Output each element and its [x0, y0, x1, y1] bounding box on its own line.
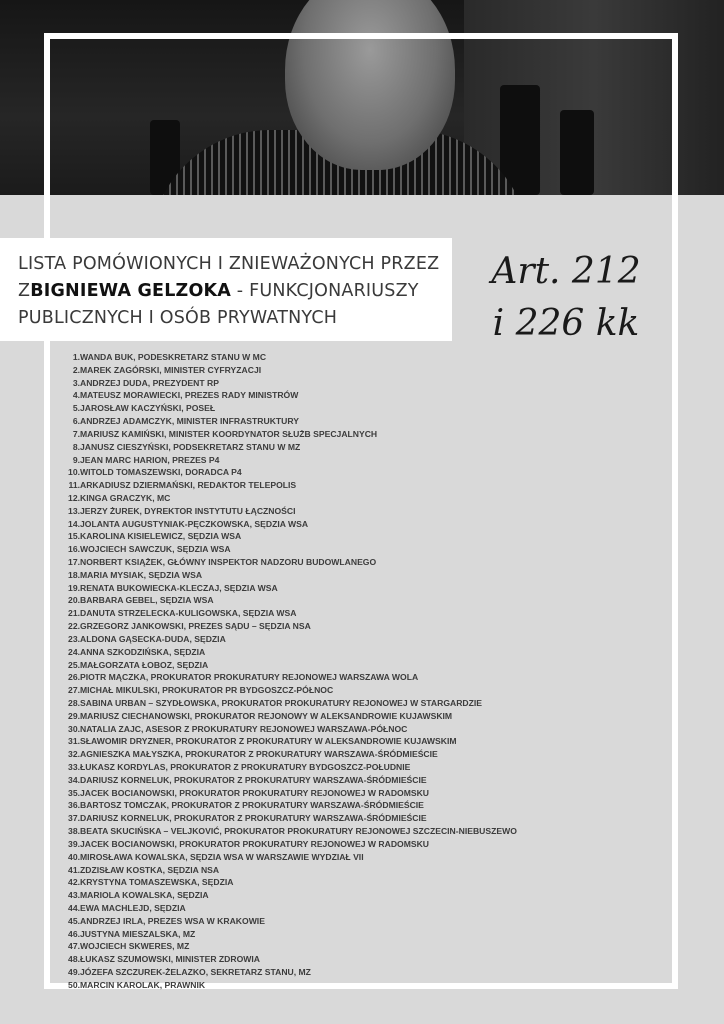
list-item-number: 43. — [68, 890, 80, 901]
names-list — [64, 351, 674, 992]
list-item — [64, 915, 674, 928]
list-item-text: MAREK ZAGÓRSKI, MINISTER CYFRYZACJI — [80, 364, 262, 375]
list-item — [64, 415, 674, 428]
list-item-number: 20. — [68, 595, 80, 606]
list-item — [64, 940, 674, 953]
list-item-text: ŁUKASZ KORDYLAS, PROKURATOR Z PROKURATURY BYDGOSZCZ-POŁUDNIE — [80, 762, 411, 772]
list-item-text: JÓZEFA SZCZUREK-ŻELAZKO, SEKRETARZ STANU, MZ — [80, 967, 311, 977]
list-item-number: 18. — [68, 569, 80, 580]
list-item-number: 9. — [72, 454, 80, 465]
list-item-number: 4. — [72, 390, 80, 401]
list-item-number: 49. — [68, 967, 80, 977]
list-item-text: ARKADIUSZ DZIERMAŃSKI, REDAKTOR TELEPOLIS — [80, 480, 297, 491]
list-item-number: 15. — [68, 531, 80, 542]
list-item-number: 33. — [68, 762, 80, 772]
list-item — [64, 825, 674, 838]
list-item — [64, 594, 674, 607]
list-item-text: DARIUSZ KORNELUK, PROKURATOR Z PROKURATURY WARSZAWA-ŚRÓDMIEŚCIE — [80, 813, 427, 824]
title-line-2-suffix: - FUNKCJONARIUSZY — [231, 281, 419, 301]
list-item — [64, 966, 674, 979]
list-item-text: KRYSTYNA TOMASZEWSKA, SĘDZIA — [80, 877, 234, 888]
list-item — [64, 928, 674, 941]
list-item-text: JERZY ŻUREK, DYREKTOR INSTYTUTU ŁĄCZNOŚCI — [80, 505, 296, 516]
list-item-number: 13. — [68, 505, 80, 516]
list-item — [64, 735, 674, 748]
list-item-number: 29. — [68, 710, 80, 721]
list-item — [64, 889, 674, 902]
list-item-text: WOJCIECH SKWERES, MZ — [80, 941, 190, 952]
title-box — [0, 238, 452, 341]
list-item-number: 8. — [72, 441, 80, 452]
list-item-number: 16. — [68, 544, 80, 555]
list-item-text: NATALIA ZAJC, ASESOR Z PROKURATURY REJONOWEJ WARSZAWA-PÓŁNOC — [80, 723, 408, 734]
title-line-2-prefix: Z — [18, 281, 31, 301]
list-item — [64, 838, 674, 851]
list-item-text: MARCIN KAROLAK, PRAWNIK — [80, 979, 206, 990]
list-item — [64, 479, 674, 492]
list-item-text: ANNA SZKODZIŃSKA, SĘDZIA — [80, 646, 206, 657]
list-item-number: 28. — [68, 697, 80, 708]
list-item-number: 45. — [68, 915, 80, 926]
list-item-text: ANDRZEJ IRLA, PREZES WSA W KRAKOWIE — [80, 915, 265, 926]
list-item — [64, 582, 674, 595]
list-item-number: 32. — [68, 749, 80, 760]
list-item-number: 48. — [68, 954, 80, 965]
list-item-number: 50. — [68, 979, 80, 990]
list-item — [64, 518, 674, 531]
list-item-text: ANDRZEJ DUDA, PREZYDENT RP — [80, 377, 219, 388]
list-item — [64, 466, 674, 479]
list-item — [64, 607, 674, 620]
list-item-number: 27. — [68, 685, 80, 696]
list-item-number: 38. — [68, 826, 80, 837]
list-item-number: 46. — [68, 928, 80, 939]
list-item — [64, 812, 674, 825]
title-line-1: LISTA POMÓWIONYCH I ZNIEWAŻONYCH PRZEZ — [18, 254, 440, 274]
list-item — [64, 543, 674, 556]
list-item-text: ZDZISŁAW KOSTKA, SĘDZIA NSA — [80, 864, 220, 875]
list-item — [64, 671, 674, 684]
list-item-text: BEATA SKUCIŃSKA – VELJKOVIĆ, PROKURATOR PROKURATURY REJONOWEJ SZCZECIN-NIEBUSZEWO — [80, 826, 517, 837]
list-item-number: 2. — [72, 364, 80, 375]
list-item — [64, 556, 674, 569]
list-item — [64, 633, 674, 646]
list-item-number: 24. — [68, 646, 80, 657]
list-item-number: 6. — [72, 416, 80, 427]
list-item — [64, 454, 674, 467]
list-item-number: 3. — [72, 377, 80, 388]
list-item-text: ANDRZEJ ADAMCZYK, MINISTER INFRASTRUKTURY — [80, 416, 299, 427]
list-item-number: 5. — [72, 403, 80, 414]
list-item-text: MIROSŁAWA KOWALSKA, SĘDZIA WSA W WARSZAWIE WYDZIAŁ VII — [80, 851, 364, 862]
list-item-text: JANUSZ CIESZYŃSKI, PODSEKRETARZ STANU W MZ — [80, 441, 301, 452]
list-item — [64, 377, 674, 390]
list-item-text: DANUTA STRZELECKA-KULIGOWSKA, SĘDZIA WSA — [80, 608, 297, 619]
list-item-number: 36. — [68, 800, 80, 811]
list-item-text: MATEUSZ MORAWIECKI, PREZES RADY MINISTRÓW — [80, 390, 299, 401]
list-item-text: BARTOSZ TOMCZAK, PROKURATOR Z PROKURATURY WARSZAWA-ŚRÓDMIEŚCIE — [80, 800, 424, 811]
list-item-text: SABINA URBAN – SZYDŁOWSKA, PROKURATOR PROKURATURY REJONOWEJ W STARGARDZIE — [80, 697, 483, 708]
list-item-number: 21. — [68, 608, 80, 619]
list-item-text: ŁUKASZ SZUMOWSKI, MINISTER ZDROWIA — [80, 954, 260, 965]
list-item — [64, 851, 674, 864]
list-item-text: WITOLD TOMASZEWSKI, DORADCA P4 — [80, 467, 242, 478]
list-item — [64, 530, 674, 543]
list-item — [64, 902, 674, 915]
list-item-number: 30. — [68, 723, 80, 734]
list-item-number: 12. — [68, 492, 80, 503]
list-item — [64, 389, 674, 402]
list-item-text: KAROLINA KISIELEWICZ, SĘDZIA WSA — [80, 531, 242, 542]
list-item-text: DARIUSZ KORNELUK, PROKURATOR Z PROKURATURY WARSZAWA-ŚRÓDMIEŚCIE — [80, 774, 427, 785]
list-item — [64, 723, 674, 736]
list-item-text: JOLANTA AUGUSTYNIAK-PĘCZKOWSKA, SĘDZIA WSA — [80, 518, 309, 529]
list-item-text: RENATA BUKOWIECKA-KLECZAJ, SĘDZIA WSA — [80, 582, 278, 593]
list-item-text: SŁAWOMIR DRYZNER, PROKURATOR Z PROKURATURY W ALEKSANDROWIE KUJAWSKIM — [80, 736, 457, 747]
list-item-text: MARIOLA KOWALSKA, SĘDZIA — [80, 890, 209, 901]
list-item-number: 17. — [68, 557, 80, 567]
list-item-number: 34. — [68, 774, 80, 785]
list-item-number: 39. — [68, 838, 80, 849]
list-item-text: NORBERT KSIĄŻEK, GŁÓWNY INSPEKTOR NADZORU BUDOWLANEGO — [80, 557, 377, 567]
list-item-number: 22. — [68, 621, 80, 632]
article-line-2: i 226 kk — [492, 303, 640, 344]
list-item — [64, 505, 674, 518]
list-item — [64, 351, 674, 364]
list-item — [64, 761, 674, 774]
list-item-number: 42. — [68, 877, 80, 888]
list-item — [64, 402, 674, 415]
list-item-text: JACEK BOCIANOWSKI, PROKURATOR PROKURATURY REJONOWEJ W RADOMSKU — [80, 838, 430, 849]
list-item-number: 23. — [68, 633, 80, 644]
list-item-number: 1. — [72, 352, 80, 362]
list-item — [64, 876, 674, 889]
list-item-number: 40. — [68, 851, 80, 862]
list-item-number: 10. — [68, 467, 80, 478]
list-item-number: 14. — [68, 518, 80, 529]
list-item-text: JAROSŁAW KACZYŃSKI, POSEŁ — [80, 403, 216, 414]
list-item-text: MARIUSZ CIECHANOWSKI, PROKURATOR REJONOWY W ALEKSANDROWIE KUJAWSKIM — [80, 710, 453, 721]
list-item-number: 44. — [68, 902, 80, 913]
list-item-number: 11. — [68, 480, 80, 491]
list-item — [64, 979, 674, 992]
list-item — [64, 684, 674, 697]
list-item-number: 31. — [68, 736, 80, 747]
list-item-number: 41. — [68, 864, 80, 875]
list-item — [64, 710, 674, 723]
list-item-text: MARIA MYSIAK, SĘDZIA WSA — [80, 569, 203, 580]
list-item — [64, 953, 674, 966]
list-item — [64, 646, 674, 659]
list-item — [64, 659, 674, 672]
list-item — [64, 748, 674, 761]
list-item — [64, 428, 674, 441]
list-item-text: JUSTYNA MIESZALSKA, MZ — [80, 928, 196, 939]
list-item-text: JACEK BOCIANOWSKI, PROKURATOR PROKURATURY REJONOWEJ W RADOMSKU — [80, 787, 430, 798]
list-item — [64, 492, 674, 505]
list-item-number: 26. — [68, 672, 80, 683]
list-item-text: WANDA BUK, PODESKRETARZ STANU W MC — [80, 352, 267, 362]
list-item — [64, 799, 674, 812]
list-item-text: MICHAŁ MIKULSKI, PROKURATOR PR BYDGOSZCZ-PÓŁNOC — [80, 685, 334, 696]
list-item-number: 37. — [68, 813, 80, 824]
list-item-text: JEAN MARC HARION, PREZES P4 — [80, 454, 220, 465]
title-name: BIGNIEWA GELZOKA — [30, 281, 232, 301]
list-item-text: PIOTR MĄCZKA, PROKURATOR PROKURATURY REJONOWEJ WARSZAWA WOLA — [80, 672, 419, 683]
list-item — [64, 569, 674, 582]
title-line-3: PUBLICZNYCH I OSÓB PRYWATNYCH — [18, 308, 338, 328]
list-item-text: MARIUSZ KAMIŃSKI, MINISTER KOORDYNATOR SŁUŻB SPECJALNYCH — [80, 428, 378, 439]
list-item — [64, 774, 674, 787]
page-title — [18, 251, 448, 332]
list-item-number: 7. — [72, 428, 80, 439]
list-item — [64, 364, 674, 377]
list-item-number: 35. — [68, 787, 80, 798]
list-item-text: ALDONA GĄSECKA-DUDA, SĘDZIA — [80, 633, 226, 644]
list-item-text: GRZEGORZ JANKOWSKI, PREZES SĄDU – SĘDZIA NSA — [80, 621, 311, 632]
list-item-number: 47. — [68, 941, 80, 952]
article-reference — [466, 246, 666, 350]
list-item-text: AGNIESZKA MAŁYSZKA, PROKURATOR Z PROKURATURY WARSZAWA-ŚRÓDMIEŚCIE — [80, 749, 438, 760]
list-item-text: BARBARA GEBEL, SĘDZIA WSA — [80, 595, 214, 606]
list-item-text: EWA MACHLEJD, SĘDZIA — [80, 902, 186, 913]
list-item-number: 25. — [68, 659, 80, 670]
list-item — [64, 441, 674, 454]
list-item-number: 19. — [68, 582, 80, 593]
list-item-text: KINGA GRACZYK, MC — [80, 492, 171, 503]
list-item-text: WOJCIECH SAWCZUK, SĘDZIA WSA — [80, 544, 231, 555]
list-item — [64, 697, 674, 710]
list-item — [64, 620, 674, 633]
list-item — [64, 787, 674, 800]
list-item-text: MAŁGORZATA ŁOBOZ, SĘDZIA — [80, 659, 209, 670]
list-item — [64, 864, 674, 877]
article-line-1: Art. 212 — [491, 251, 641, 292]
